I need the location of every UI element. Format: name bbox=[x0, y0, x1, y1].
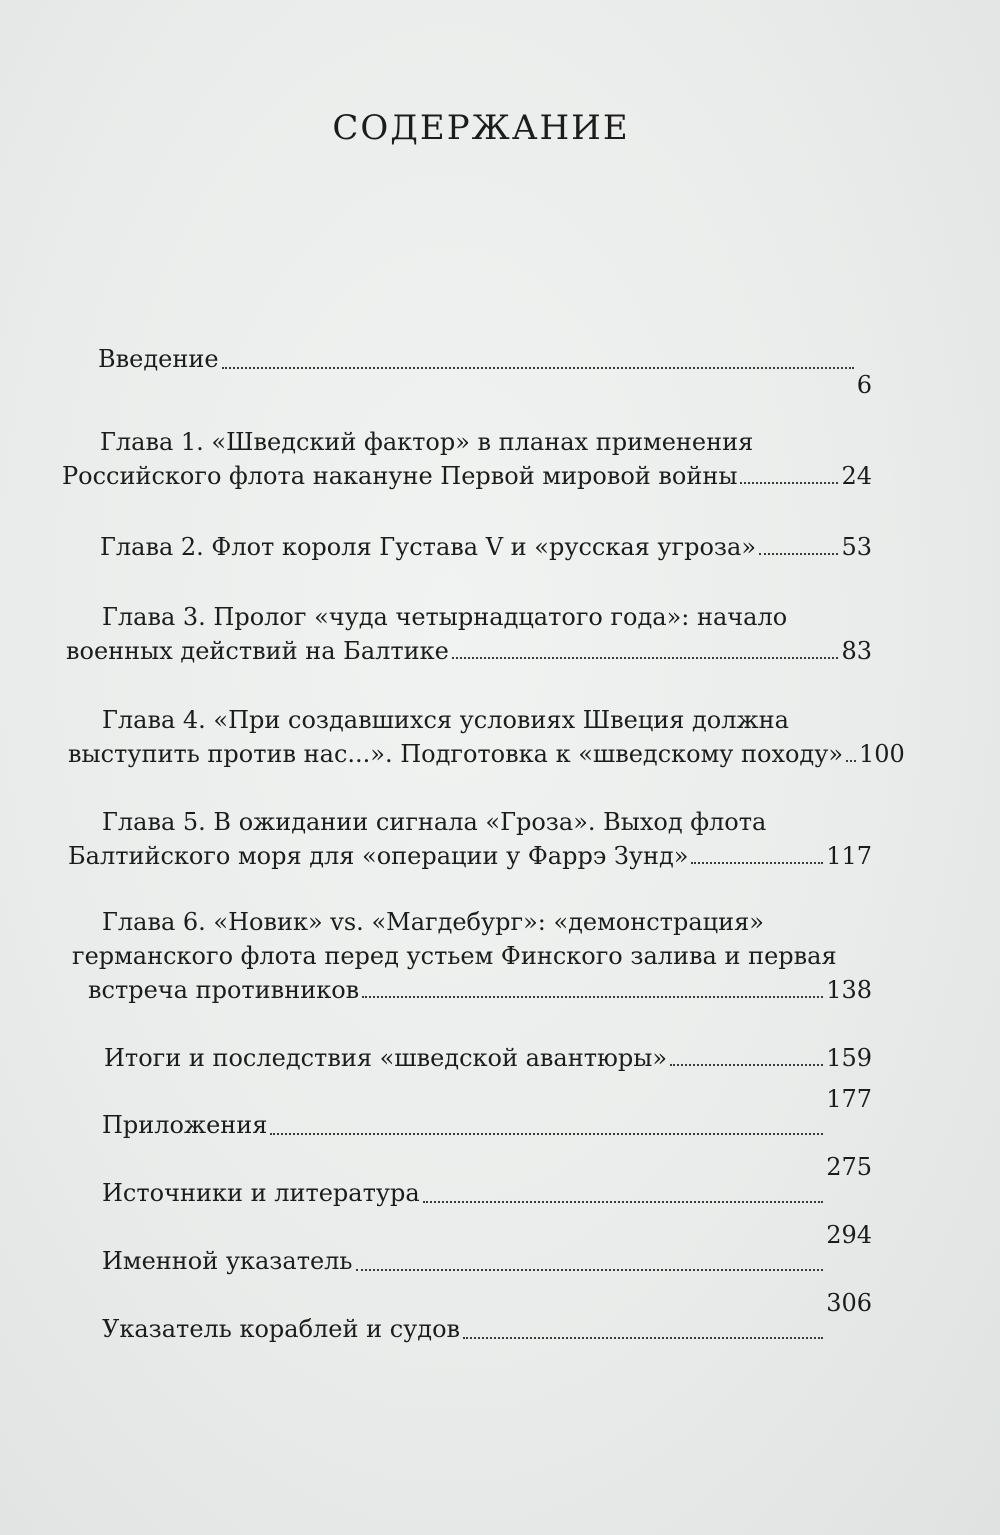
toc-entry-text: военных действий на Балтике bbox=[66, 637, 449, 665]
toc-entry-text: германского флота перед устьем Финского залива и первая bbox=[72, 942, 837, 970]
dot-leader bbox=[846, 760, 856, 762]
toc-page-number: 117 bbox=[826, 842, 872, 870]
toc-entry-chapter-5 bbox=[62, 805, 872, 873]
toc-page-number: 100 bbox=[859, 740, 905, 768]
toc-entry-text: Глава 2. Флот короля Густава V и «русская угроза» bbox=[100, 533, 757, 561]
toc-page-number: 177 bbox=[826, 1085, 872, 1113]
toc-entry-chapter-3 bbox=[62, 600, 872, 668]
toc-entry-line bbox=[62, 1221, 872, 1278]
toc-entry-chapter-6 bbox=[62, 905, 872, 1007]
toc-entry-line bbox=[62, 1041, 872, 1075]
toc-entry-line bbox=[62, 459, 872, 493]
toc-entry-chapter-4 bbox=[62, 703, 905, 771]
toc-entry-line bbox=[62, 1153, 872, 1210]
toc-entry-line bbox=[62, 737, 905, 771]
toc-entry-text: Глава 3. Пролог «чуда четырнадцатого года»: начало bbox=[102, 603, 788, 631]
toc-entry-text: Глава 1. «Шведский фактор» в планах применения bbox=[100, 428, 754, 456]
toc-entry-line bbox=[62, 342, 872, 399]
dot-leader bbox=[740, 482, 838, 484]
toc-entry-name-index bbox=[62, 1221, 872, 1278]
dot-leader bbox=[670, 1064, 823, 1066]
toc-page-number: 306 bbox=[826, 1289, 872, 1317]
dot-leader bbox=[759, 553, 838, 555]
dot-leader bbox=[452, 657, 839, 659]
toc-page-number: 53 bbox=[841, 533, 872, 561]
page-title: СОДЕРЖАНИЕ bbox=[332, 108, 630, 148]
toc-entry-text: Балтийского моря для «операции у Фаррэ Зунд» bbox=[68, 842, 689, 870]
toc-page-number: 83 bbox=[841, 637, 872, 665]
toc-entry-text: Итоги и последствия «шведской авантюры» bbox=[104, 1044, 668, 1072]
toc-entry-text: встреча противников bbox=[88, 976, 360, 1004]
toc-entry-chapter-2 bbox=[62, 530, 872, 564]
toc-entry-introduction bbox=[62, 342, 872, 399]
toc-entry-text: Глава 6. «Новик» vs. «Магдебург»: «демонстрация» bbox=[102, 908, 764, 936]
dot-leader bbox=[463, 1337, 823, 1339]
dot-leader bbox=[362, 996, 823, 998]
toc-entry-line bbox=[62, 634, 872, 668]
toc-entry-line bbox=[62, 1289, 872, 1346]
toc-entry-sources bbox=[62, 1153, 872, 1210]
dot-leader bbox=[270, 1133, 823, 1135]
toc-entry-text: Источники и литература bbox=[102, 1179, 420, 1207]
toc-page-number: 24 bbox=[841, 462, 872, 490]
toc-entry-text: Указатель кораблей и судов bbox=[102, 1315, 461, 1343]
toc-entry-line bbox=[62, 1085, 872, 1142]
dot-leader bbox=[423, 1201, 824, 1203]
toc-entry-text: Введение bbox=[98, 345, 219, 373]
toc-entry-ships-index bbox=[62, 1289, 872, 1346]
toc-entry-text: Глава 5. В ожидании сигнала «Гроза». Выход флота bbox=[102, 808, 767, 836]
toc-page-number: 294 bbox=[826, 1221, 872, 1249]
toc-entry-text: Именной указатель bbox=[102, 1247, 353, 1275]
toc-entry-text: выступить против нас...». Подготовка к «шведскому походу» bbox=[68, 740, 844, 768]
toc-entry-results bbox=[62, 1041, 872, 1075]
toc-entry-line bbox=[62, 839, 872, 873]
dot-leader bbox=[356, 1269, 824, 1271]
toc-entry-appendices bbox=[62, 1085, 872, 1142]
toc-page-number: 159 bbox=[826, 1044, 872, 1072]
toc-entry-chapter-1 bbox=[62, 425, 872, 493]
toc-entry-line bbox=[62, 973, 872, 1007]
toc-page-number: 275 bbox=[826, 1153, 872, 1181]
toc-entry-text: Приложения bbox=[102, 1111, 268, 1139]
dot-leader bbox=[222, 367, 854, 369]
toc-page-number: 6 bbox=[856, 371, 872, 399]
toc-entry-line bbox=[62, 530, 872, 564]
toc-entry-text: Российского флота накануне Первой мировой войны bbox=[62, 462, 738, 490]
toc-entry-text: Глава 4. «При создавшихся условиях Швеция должна bbox=[102, 706, 789, 734]
dot-leader bbox=[691, 862, 823, 864]
toc-page-number: 138 bbox=[826, 976, 872, 1004]
